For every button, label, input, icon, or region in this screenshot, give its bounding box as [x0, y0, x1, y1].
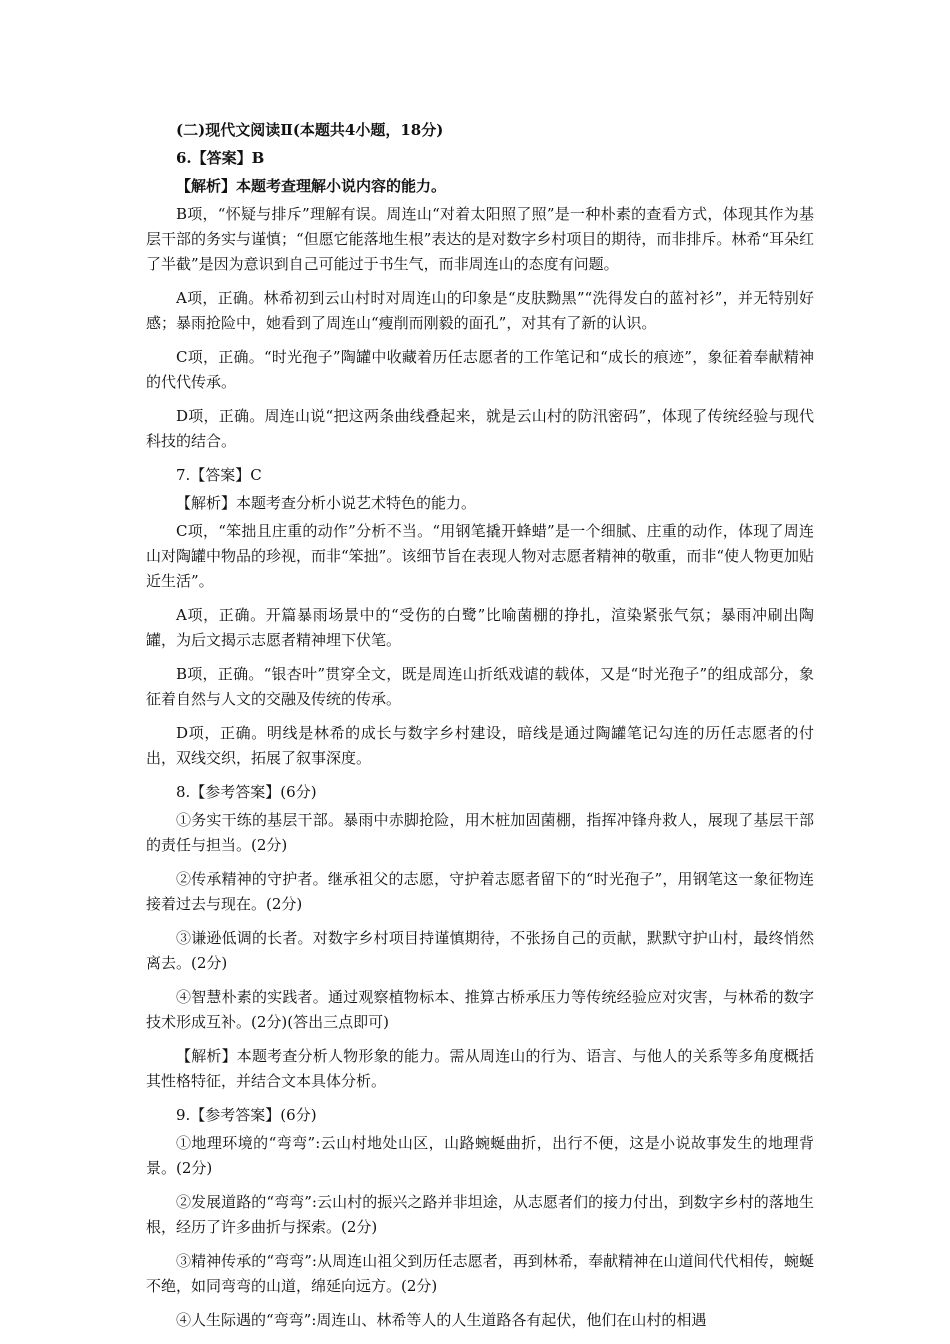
q7-answer: 7.【答案】C — [176, 466, 262, 484]
q8-point-3: ③谦逊低调的长者。对数字乡村项目持谨慎期待，不张扬自己的贡献，默默守护山村，最终悄然离去。(2分) — [146, 929, 814, 972]
q6-item-a: A项，正确。林希初到云山村时对周连山的印象是“皮肤黝黑”“洗得发白的蓝衬衫”，并无特别好感；暴雨抢险中，她看到了周连山“瘦削而刚毅的面孔”，对其有了新的认识。 — [146, 289, 814, 332]
q6-answer: 6.【答案】B — [176, 149, 265, 167]
q6-item-d: D项，正确。周连山说“把这两条曲线叠起来，就是云山村的防汛密码”，体现了传统经验与现代科技的结合。 — [146, 407, 814, 450]
q6-analysis: 【解析】本题考查理解小说内容的能力。 — [176, 177, 447, 195]
section-title: (二)现代文阅读Ⅱ(本题共4小题，18分) — [176, 121, 444, 139]
q9-point-3: ③精神传承的“弯弯”:从周连山祖父到历任志愿者，再到林希，奉献精神在山道间代代相传，蜿蜒不绝，如同弯弯的山道，绵延向远方。(2分) — [146, 1252, 814, 1295]
q9-point-4: ④人生际遇的“弯弯”:周连山、林希等人的人生道路各有起伏，他们在山村的相遇 — [176, 1311, 707, 1329]
q6-item-c: C项，正确。“时光孢子”陶罐中收藏着历任志愿者的工作笔记和“成长的痕迹”，象征着奉献精神的代代传承。 — [146, 348, 814, 391]
q8-point-1: ①务实干练的基层干部。暴雨中赤脚抢险，用木桩加固菌棚，指挥冲锋舟救人，展现了基层干部的责任与担当。(2分) — [146, 811, 814, 854]
q7-item-c: C项，“笨拙且庄重的动作”分析不当。“用钢笔撬开蜂蜡”是一个细腻、庄重的动作，体现了周连山对陶罐中物品的珍视，而非“笨拙”。该细节旨在表现人物对志愿者精神的敬重，而非“使人物更加贴近生活”。 — [146, 522, 815, 590]
q7-item-a: A项，正确。开篇暴雨场景中的“受伤的白鹭”比喻菌棚的挣扎，渲染紧张气氛；暴雨冲刷出陶罐，为后文揭示志愿者精神埋下伏笔。 — [146, 606, 814, 649]
q8-answer: 8.【参考答案】(6分) — [176, 783, 317, 801]
q7-item-d: D项，正确。明线是林希的成长与数字乡村建设，暗线是通过陶罐笔记勾连的历任志愿者的付出，双线交织，拓展了叙事深度。 — [146, 724, 814, 767]
q8-point-2: ②传承精神的守护者。继承祖父的志愿，守护着志愿者留下的“时光孢子”，用钢笔这一象征物连接着过去与现在。(2分) — [146, 870, 814, 913]
q9-point-1: ①地理环境的“弯弯”:云山村地处山区，山路蜿蜒曲折，出行不便，这是小说故事发生的地理背景。(2分) — [146, 1134, 814, 1177]
q7-analysis: 【解析】本题考查分析小说艺术特色的能力。 — [176, 494, 477, 512]
q6-item-b: B项，“怀疑与排斥”理解有误。周连山“对着太阳照了照”是一种朴素的查看方式，体现其作为基层干部的务实与谨慎；“但愿它能落地生根”表达的是对数字乡村项目的期待，而非排斥。林希“耳朵红了半截”是因为意识到自己可能过于书生气，而非周连山的态度有问题。 — [146, 205, 815, 273]
q8-analysis: 【解析】本题考查分析人物形象的能力。需从周连山的行为、语言、与他人的关系等多角度概括其性格特征，并结合文本具体分析。 — [146, 1047, 814, 1090]
answer-content — [146, 118, 814, 1333]
q8-point-4: ④智慧朴素的实践者。通过观察植物标本、推算古桥承压力等传统经验应对灾害，与林希的数字技术形成互补。(2分)(答出三点即可) — [146, 988, 814, 1031]
q9-answer: 9.【参考答案】(6分) — [176, 1106, 317, 1124]
q9-point-2: ②发展道路的“弯弯”:云山村的振兴之路并非坦途，从志愿者们的接力付出，到数字乡村的落地生根，经历了许多曲折与探索。(2分) — [146, 1193, 814, 1236]
q7-item-b: B项，正确。“银杏叶”贯穿全文，既是周连山折纸戏谑的载体，又是“时光孢子”的组成部分，象征着自然与人文的交融及传统的传承。 — [146, 665, 814, 708]
